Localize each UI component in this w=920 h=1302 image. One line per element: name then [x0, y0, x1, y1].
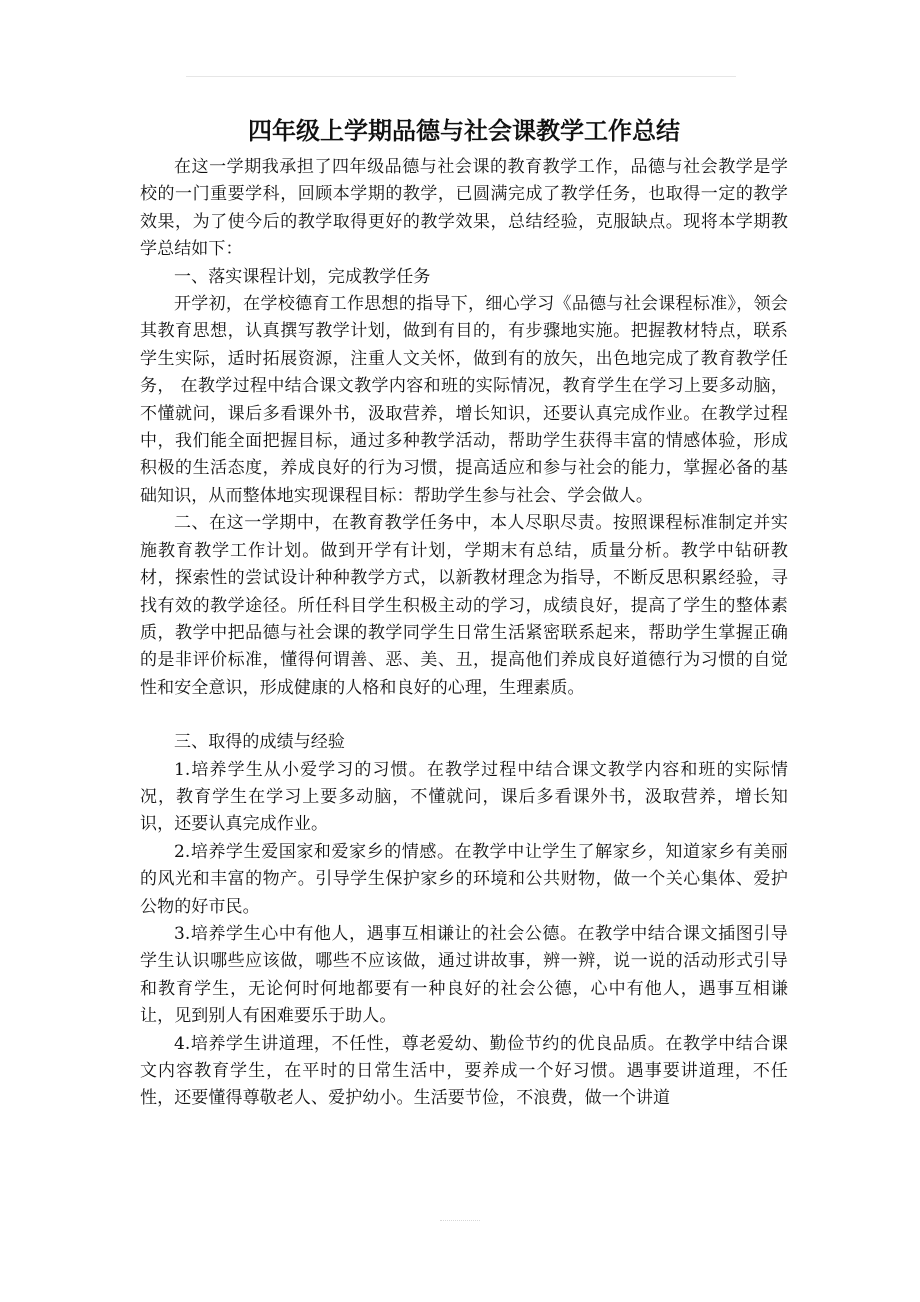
page-header-rule — [186, 76, 736, 77]
section-2-paragraph: 二、在这一学期中，在教育教学任务中，本人尽职尽责。按照课程标准制定并实施教育教学工作计划。做到开学有计划，学期末有总结，质量分析。教学中钻研教材，探索性的尝试设计种种教学方式，以新教材理念为指导，不断反思积累经验，寻找有效的教学途径。所任科目学生积极主动的学习，成绩良好，提高了学生的整体素质，教学中把品德与社会课的教学同学生日常生活紧密联系起来，帮助学生掌握正确的是非评价标准，懂得何谓善、恶、美、丑，提高他们养成良好道德行为习惯的自觉性和安全意识，形成健康的人格和良好的心理，生理素质。 — [140, 513, 788, 698]
document-body — [140, 114, 788, 1113]
section-1-paragraph: 开学初，在学校德育工作思想的指导下，细心学习《品德与社会课程标准》，领会其教育思想，认真撰写教学计划，做到有目的，有步骤地实施。把握教材特点，联系学生实际，适时拓展资源，注重人文关怀，做到有的放矢，出色地完成了教育教学任务， 在教学过程中结合课文教学内容和班的实际情况，教育学生在学习上要多动脑，不懂就问，课后多看课外书，汲取营养，增长知识，还要认真完成作业。在教学过程中，我们能全面把握目标，通过多种教学活动，帮助学生获得丰富的情感体验，形成积极的生活态度，养成良好的行为习惯，提高适应和参与社会的能力，掌握必备的基础知识，从而整体地实现课程目标：帮助学生参与社会、学会做人。 — [140, 294, 788, 506]
intro-paragraph: 在这一学期我承担了四年级品德与社会课的教育教学工作，品德与社会教学是学校的一门重要学科，回顾本学期的教学，已圆满完成了教学任务，也取得一定的教学效果，为了使今后的教学取得更好的教学效果，总结经验，克服缺点。现将本学期教学总结如下： — [140, 157, 788, 260]
achievement-item-3: 3.培养学生心中有他人，遇事互相谦让的社会公德。在教学中结合课文插图引导学生认识哪些应该做，哪些不应该做，通过讲故事，辨一辨，说一说的活动形式引导和教育学生，无论何时何地都要有一种良好的社会公德，心中有他人，遇事互相谦让，见到别人有困难要乐于助人。 — [140, 923, 788, 1027]
achievement-item-4: 4.培养学生讲道理，不任性，尊老爱幼、勤俭节约的优良品质。在教学中结合课文内容教育学生，在平时的日常生活中，要养成一个好习惯。遇事要讲道理，不任性，还要懂得尊敬老人、爱护幼小。生活要节俭，不浪费，做一个讲道 — [140, 1033, 788, 1109]
section-heading-1: 一、落实课程计划，完成教学任务 — [174, 266, 431, 287]
achievement-item-2: 2.培养学生爱国家和爱家乡的情感。在教学中让学生了解家乡，知道家乡有美丽的风光和丰富的物产。引导学生保护家乡的环境和公共财物，做一个关心集体、爱护公物的好市民。 — [140, 841, 788, 917]
page-footer-mark — [440, 1220, 480, 1221]
document-title: 四年级上学期品德与社会课教学工作总结 — [248, 117, 680, 145]
achievement-item-1: 1.培养学生从小爱学习的习惯。在教学过程中结合课文教学内容和班的实际情况，教育学生在学习上要多动脑，不懂就问，课后多看课外书，汲取营养，增长知识，还要认真完成作业。 — [140, 759, 788, 835]
section-heading-3: 三、取得的成绩与经验 — [174, 732, 345, 753]
